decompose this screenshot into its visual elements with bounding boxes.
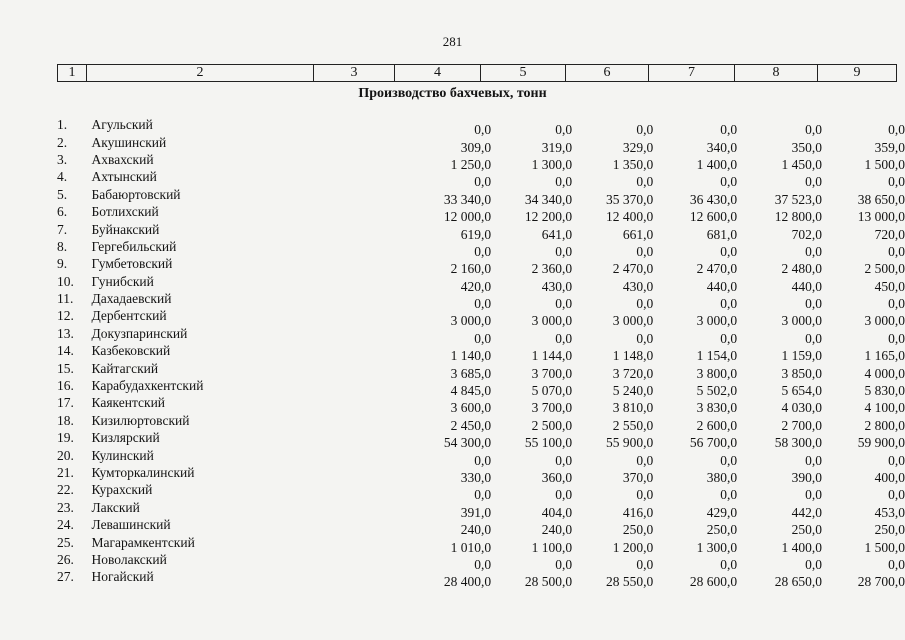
district-name: Кайтагский [91, 360, 159, 376]
value-text: 2 600,0 [696, 417, 738, 433]
value-text: 35 370,0 [606, 191, 654, 207]
value-text: 5 830,0 [864, 383, 905, 399]
value-text: 0,0 [555, 174, 573, 190]
value-cell-col-7 [653, 116, 738, 138]
value-text: 702,0 [791, 226, 822, 242]
value-text: 0,0 [636, 330, 654, 346]
district-name: Ахвахский [91, 151, 154, 167]
value-text: 440,0 [791, 278, 822, 294]
district-name: Каякентский [91, 395, 166, 411]
value-text: 55 100,0 [524, 435, 573, 451]
district-name: Агульский [91, 117, 153, 133]
value-text: 720,0 [874, 226, 905, 242]
value-text: 0,0 [720, 296, 738, 312]
row-number: 10. [57, 273, 74, 289]
value-text: 55 900,0 [606, 435, 654, 451]
value-text: 319,0 [541, 139, 573, 155]
value-text: 619,0 [460, 226, 492, 242]
page-number: 281 [442, 34, 463, 49]
value-text: 0,0 [636, 452, 654, 468]
value-text: 3 000,0 [450, 313, 492, 329]
district-name: Гергебильский [91, 238, 177, 254]
row-number: 15. [57, 360, 74, 376]
value-text: 641,0 [541, 226, 573, 242]
value-text: 0,0 [474, 174, 492, 190]
value-text: 28 550,0 [606, 574, 654, 590]
value-text: 0,0 [555, 556, 573, 572]
value-text: 1 500,0 [864, 156, 905, 172]
value-text: 400,0 [874, 470, 905, 485]
value-text: 13 000,0 [857, 209, 905, 225]
value-text: 34 340,0 [524, 191, 573, 207]
value-text: 0,0 [636, 174, 654, 190]
value-text: 0,0 [474, 330, 492, 346]
value-text: 0,0 [636, 122, 654, 138]
value-text: 2 470,0 [696, 261, 738, 277]
col-header-5: 5 [481, 65, 566, 82]
value-text: 0,0 [555, 122, 573, 138]
value-text: 4 000,0 [864, 365, 905, 381]
value-text: 5 654,0 [781, 383, 822, 399]
value-text: 390,0 [791, 470, 822, 485]
value-text: 0,0 [888, 122, 905, 138]
value-cell-col-4 [368, 307, 492, 329]
value-text: 1 154,0 [696, 348, 738, 364]
row-number: 3. [57, 151, 68, 167]
value-cell-col-5 [491, 116, 573, 138]
value-text: 5 240,0 [612, 383, 654, 399]
value-text: 2 160,0 [450, 261, 492, 277]
row-number: 19. [57, 430, 74, 446]
value-text: 240,0 [460, 522, 492, 538]
col-header-9: 9 [818, 65, 897, 82]
district-name: Буйнакский [91, 221, 160, 237]
value-cell-col-4 [368, 464, 492, 485]
section-title: Производство бахчевых, тонн [358, 86, 547, 101]
value-text: 5 502,0 [696, 383, 738, 399]
value-text: 2 470,0 [612, 261, 654, 277]
value-text: 309,0 [460, 139, 492, 155]
value-text: 0,0 [474, 487, 492, 503]
value-text: 33 340,0 [443, 191, 492, 207]
value-text: 2 500,0 [531, 417, 573, 433]
value-text: 250,0 [791, 522, 822, 538]
value-text: 0,0 [805, 174, 822, 190]
value-text: 329,0 [622, 139, 654, 155]
value-cell-col-8 [737, 116, 822, 138]
value-text: 0,0 [555, 243, 573, 259]
row-number: 1. [57, 117, 68, 133]
district-name: Левашинский [91, 517, 171, 533]
value-text: 0,0 [888, 556, 905, 572]
district-name: Дербентский [91, 308, 167, 324]
value-text: 380,0 [706, 470, 738, 485]
value-text: 12 000,0 [443, 209, 492, 225]
value-cell-col-4 [368, 133, 492, 155]
row-number: 21. [57, 465, 74, 480]
value-text: 28 650,0 [774, 574, 822, 590]
value-text: 1 400,0 [696, 156, 738, 172]
value-text: 2 450,0 [450, 417, 492, 433]
value-text: 4 030,0 [781, 400, 822, 416]
value-text: 0,0 [805, 122, 822, 138]
district-name: Докузпаринский [91, 325, 188, 341]
value-text: 0,0 [805, 556, 822, 572]
value-text: 28 500,0 [524, 574, 573, 590]
row-number: 5. [57, 186, 68, 202]
row-number: 7. [57, 221, 68, 237]
row-number: 25. [57, 534, 74, 550]
value-text: 4 845,0 [450, 383, 492, 399]
district-name: Бабаюртовский [91, 186, 181, 202]
value-text: 0,0 [636, 487, 654, 503]
row-number: 18. [57, 412, 74, 428]
value-text: 3 000,0 [531, 313, 573, 329]
value-text: 0,0 [888, 487, 905, 503]
value-text: 2 500,0 [864, 261, 905, 277]
value-text: 36 430,0 [689, 191, 738, 207]
value-text: 3 850,0 [781, 365, 822, 381]
value-text: 2 360,0 [531, 261, 573, 277]
col-header-7: 7 [649, 65, 735, 82]
value-text: 1 148,0 [612, 348, 654, 364]
district-name: Кумторкалинский [91, 465, 195, 480]
row-number: 16. [57, 378, 74, 394]
row-number: 13. [57, 325, 74, 341]
district-name: Кизилюртовский [91, 412, 190, 428]
value-text: 3 700,0 [531, 400, 573, 416]
value-text: 250,0 [706, 522, 738, 538]
value-text: 240,0 [541, 522, 573, 538]
value-text: 2 550,0 [612, 417, 654, 433]
value-text: 681,0 [706, 226, 738, 242]
row-number: 20. [57, 447, 74, 463]
row-number: 9. [57, 256, 68, 272]
value-text: 0,0 [555, 296, 573, 312]
value-text: 1 250,0 [450, 156, 492, 172]
value-cell-col-4 [368, 255, 492, 277]
value-cell-col-4 [368, 499, 492, 520]
district-name: Новолакский [91, 551, 167, 567]
value-text: 12 200,0 [524, 209, 573, 225]
row-number: 26. [57, 551, 74, 567]
value-text: 350,0 [791, 139, 822, 155]
value-text: 359,0 [874, 139, 905, 155]
col-header-6: 6 [566, 65, 649, 82]
value-text: 28 400,0 [443, 574, 492, 590]
value-text: 1 159,0 [781, 348, 822, 364]
value-text: 1 165,0 [864, 348, 905, 364]
value-text: 58 300,0 [774, 435, 822, 451]
value-text: 38 650,0 [857, 191, 905, 207]
col-header-3: 3 [314, 65, 395, 82]
value-text: 59 900,0 [857, 435, 905, 451]
value-text: 661,0 [622, 226, 654, 242]
value-text: 1 500,0 [864, 539, 905, 555]
value-text: 3 700,0 [531, 365, 573, 381]
value-text: 1 450,0 [781, 156, 822, 172]
value-text: 416,0 [622, 504, 654, 520]
value-cell-col-4 [368, 342, 492, 364]
value-text: 0,0 [805, 452, 822, 468]
value-text: 1 200,0 [612, 539, 654, 555]
district-name: Ахтынский [91, 169, 157, 185]
value-text: 1 010,0 [450, 539, 492, 555]
col-header-4: 4 [395, 65, 481, 82]
value-cell-col-4 [368, 568, 492, 590]
value-text: 0,0 [805, 330, 822, 346]
col-header-2: 2 [87, 65, 314, 82]
value-text: 28 700,0 [857, 574, 905, 590]
value-text: 3 000,0 [864, 313, 905, 329]
value-text: 0,0 [636, 243, 654, 259]
row-number: 12. [57, 308, 74, 324]
row-number: 22. [57, 482, 74, 498]
value-text: 3 685,0 [450, 365, 492, 381]
value-text: 2 480,0 [781, 261, 822, 277]
value-text: 5 070,0 [531, 383, 573, 399]
district-name: Курахский [91, 482, 153, 498]
value-text: 3 000,0 [781, 313, 822, 329]
value-text: 0,0 [474, 556, 492, 572]
value-text: 450,0 [874, 278, 905, 294]
district-name: Гумбетовский [91, 256, 173, 272]
district-name: Магарамкентский [91, 534, 195, 550]
value-text: 1 140,0 [450, 348, 492, 364]
value-cell-col-9 [822, 116, 905, 138]
district-name: Гунибский [91, 273, 154, 289]
value-text: 54 300,0 [443, 435, 492, 451]
row-number: 27. [57, 569, 74, 585]
value-text: 0,0 [474, 296, 492, 312]
value-text: 1 300,0 [531, 156, 573, 172]
value-text: 0,0 [720, 556, 738, 572]
district-name: Акушинский [91, 134, 167, 150]
row-number: 24. [57, 517, 74, 533]
value-text: 0,0 [555, 487, 573, 503]
value-text: 0,0 [805, 487, 822, 503]
value-text: 0,0 [636, 296, 654, 312]
value-text: 28 600,0 [689, 574, 738, 590]
value-text: 3 600,0 [450, 400, 492, 416]
district-name: Карабудахкентский [91, 378, 204, 394]
column-number-header [57, 64, 897, 82]
value-text: 3 000,0 [612, 313, 654, 329]
value-text: 0,0 [805, 243, 822, 259]
value-text: 453,0 [874, 504, 905, 520]
table-row [57, 116, 905, 133]
value-text: 4 100,0 [864, 400, 905, 416]
row-number: 2. [57, 134, 68, 150]
value-text: 3 800,0 [696, 365, 738, 381]
value-text: 420,0 [460, 278, 492, 294]
district-name: Ногайский [91, 569, 154, 585]
value-text: 0,0 [720, 174, 738, 190]
value-text: 56 700,0 [689, 435, 738, 451]
value-text: 0,0 [720, 122, 738, 138]
value-text: 250,0 [622, 522, 654, 538]
value-text: 12 800,0 [774, 209, 822, 225]
value-text: 0,0 [720, 487, 738, 503]
value-text: 330,0 [460, 470, 492, 485]
district-name: Кизлярский [91, 430, 160, 446]
district-name: Ботлихский [91, 204, 159, 220]
value-text: 1 350,0 [612, 156, 654, 172]
value-text: 404,0 [541, 504, 573, 520]
value-text: 0,0 [888, 452, 905, 468]
value-text: 0,0 [474, 122, 492, 138]
value-text: 1 300,0 [696, 539, 738, 555]
value-text: 0,0 [720, 452, 738, 468]
value-text: 0,0 [888, 174, 905, 190]
col-header-1: 1 [58, 65, 87, 82]
value-text: 0,0 [888, 243, 905, 259]
value-cell-col-6 [572, 116, 654, 138]
district-name: Кулинский [91, 447, 154, 463]
value-text: 0,0 [720, 330, 738, 346]
value-text: 1 400,0 [781, 539, 822, 555]
row-number: 17. [57, 395, 74, 411]
value-text: 1 100,0 [531, 539, 573, 555]
value-text: 0,0 [474, 452, 492, 468]
row-number: 11. [57, 291, 74, 307]
row-number: 6. [57, 204, 68, 220]
value-text: 250,0 [874, 522, 905, 538]
value-text: 0,0 [720, 243, 738, 259]
value-cell-col-4 [368, 186, 492, 207]
district-name: Дахадаевский [91, 291, 172, 307]
value-text: 3 000,0 [696, 313, 738, 329]
value-text: 12 400,0 [606, 209, 654, 225]
value-text: 440,0 [706, 278, 738, 294]
value-text: 0,0 [805, 296, 822, 312]
value-text: 370,0 [622, 470, 654, 485]
value-text: 0,0 [474, 243, 492, 259]
district-name: Лакский [91, 499, 140, 515]
value-text: 0,0 [555, 330, 573, 346]
value-text: 391,0 [460, 504, 492, 520]
value-text: 1 144,0 [531, 348, 573, 364]
row-number: 14. [57, 343, 74, 359]
value-text: 0,0 [888, 296, 905, 312]
row-number: 8. [57, 238, 68, 254]
value-text: 12 600,0 [689, 209, 738, 225]
row-number: 4. [57, 169, 68, 185]
value-text: 430,0 [622, 278, 654, 294]
value-text: 2 700,0 [781, 417, 822, 433]
value-text: 429,0 [706, 504, 738, 520]
value-text: 442,0 [791, 504, 822, 520]
value-text: 0,0 [888, 330, 905, 346]
value-text: 360,0 [541, 470, 573, 485]
value-text: 3 720,0 [612, 365, 654, 381]
value-text: 430,0 [541, 278, 573, 294]
value-text: 0,0 [636, 556, 654, 572]
value-text: 37 523,0 [774, 191, 822, 207]
value-text: 3 830,0 [696, 400, 738, 416]
value-text: 3 810,0 [612, 400, 654, 416]
district-name: Казбековский [91, 343, 171, 359]
row-number: 23. [57, 499, 74, 515]
col-header-8: 8 [735, 65, 818, 82]
value-text: 340,0 [706, 139, 738, 155]
value-cell-col-4 [368, 116, 492, 138]
value-text: 2 800,0 [864, 417, 905, 433]
data-table [57, 116, 905, 590]
data-table-body [57, 116, 905, 590]
value-text: 0,0 [555, 452, 573, 468]
